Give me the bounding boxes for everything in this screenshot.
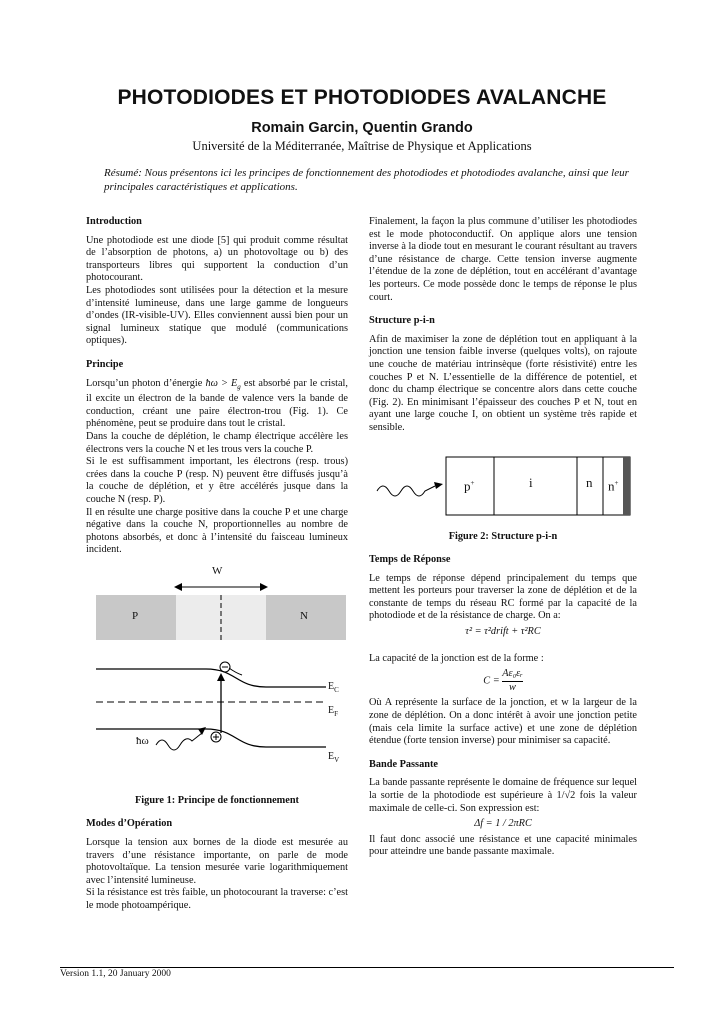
photoconductive-paragraph: Finalement, la façon la plus commune d’utiliser les photodiodes est le mode photoconductif. On applique alors une tension inverse à la diode tout en mesurant le courant résultant au travers d’une résistance de charge. Cette tension inverse augmente l’étendue de la zone de déplétion, tout en accélérant d’avantage les porteurs. Ce mode possède donc le temps de réponse le plus court. xyxy=(369,216,637,303)
response-time-equation: τ² = τ²drift + τ²RC xyxy=(465,626,541,638)
bandwidth-conclusion: Il faut donc associé une résistance et une capacité minimales pour atteindre une bande passante maximale. xyxy=(369,833,637,858)
modes-paragraph-1: Lorsque la tension aux bornes de la diode est mesurée au travers d’une résistance importante, on parle de mode photovoltaïque. La tension mesurée varie logarithmiquement avec l’intensité lumineuse. xyxy=(86,837,348,886)
section-heading-temps: Temps de Réponse xyxy=(369,554,451,566)
footer-version: Version 1.1, 20 January 2000 xyxy=(60,969,171,979)
figure-2-caption: Figure 2: Structure p-i-n xyxy=(448,530,558,542)
principe-paragraph-2: Dans la couche de déplétion, le champ électrique accélère les électrons vers la couche N et les trous vers la couche P. xyxy=(86,430,348,455)
bandwidth-paragraph: La bande passante représente le domaine de fréquence sur lequel la sortie de la photodiode est supérieure à 1/√2 fois la valeur maximale de celle-ci. Son expression est: xyxy=(369,777,637,814)
principe-text-a: Lorsqu’un photon d’énergie xyxy=(86,377,203,389)
section-heading-principe: Principe xyxy=(86,358,124,370)
temps-paragraph: Le temps de réponse dépend principalement du temps que mettent les porteurs pour traverser la zone de déplétion et de la constante de temps du réseau RC formé par la capacité de la photodiode et de la résistance de charge. On a: xyxy=(369,572,637,622)
paper-authors: Romain Garcin, Quentin Grando xyxy=(251,120,473,136)
fig1-photon-label: ħω xyxy=(136,734,149,747)
principe-text-c: est absorbé par le cristal, il excite un électron de la bande de valence vers la bande de conduction, créant une paire électron-trou (Fig. 1). Ce phénomène, peut se produire dans tout le cristal. xyxy=(86,377,348,430)
fig2-n-label: n xyxy=(586,474,593,490)
energy-condition: ħω > E xyxy=(205,377,238,389)
fig2-n-plus-label: n+ xyxy=(608,477,619,493)
capacity-paragraph: La capacité de la jonction est de la forme : xyxy=(369,652,544,664)
fig1-n-label: N xyxy=(300,609,308,622)
fig1-ec-label: $E_C$ xyxy=(328,680,339,694)
bandwidth-equation: Δf = 1 / 2πRC xyxy=(474,818,532,830)
paper-abstract: Résumé: Nous présentons ici les principes de fonctionnement des photodiodes et photodiodes avalanche, ainsi que leur principales caractéristiques et applications. xyxy=(104,167,629,193)
fig2-i-label: i xyxy=(529,474,533,490)
capacity-numerator: Aε₀εᵣ xyxy=(502,668,523,682)
fig1-ef-label: $E_F$ xyxy=(328,704,339,718)
left-column xyxy=(86,216,348,913)
principe-paragraph-3: Si le est suffisamment important, les électrons (resp. trous) crées dans la couche P (resp. N) peuvent être diffusés jusqu’à la couche de déplétion, et y être accélérés jusque dans la couche N (resp. P). xyxy=(86,456,348,505)
figure-2-diagram xyxy=(369,449,637,531)
paper-title: PHOTODIODES ET PHOTODIODES AVALANCHE xyxy=(117,86,607,109)
section-heading-bande: Bande Passante xyxy=(369,758,438,770)
right-column xyxy=(369,216,637,859)
fig1-ev-label: $E_V$ xyxy=(328,750,340,764)
figure-2 xyxy=(369,449,637,531)
figure-1 xyxy=(86,565,348,795)
section-heading-modes: Modes d’Opération xyxy=(86,818,173,830)
footer-divider xyxy=(60,967,674,968)
figure-1-caption: Figure 1: Principe de fonctionnement xyxy=(135,794,299,806)
capacity-denominator: w xyxy=(509,681,516,693)
section-heading-structure: Structure p-i-n xyxy=(369,315,435,327)
fig1-w-label: W xyxy=(212,564,223,577)
structure-paragraph: Afin de maximiser la zone de déplétion tout en appliquant à la jonction une tension faible inverse (quelques volts), on rajoute une couche de matériau intrinsèque (forte résistivité) entre les couches P et N. L’essentielle de la différence de potentiel, et donc du champ électrique se concentre alors dans cette couche (Fig. 2). En minimisant l’épaisseur des couches P et N, tout en ayant une large couche I, on obtient un système très rapide et sensible. xyxy=(369,333,637,433)
paper-affiliation: Université de la Méditerranée, Maîtrise de Physique et Applications xyxy=(192,139,532,153)
fig2-p-label: p+ xyxy=(464,477,475,493)
modes-paragraph-2: Si la résistance est très faible, un photocourant la traverse: c’est le mode photoampérique. xyxy=(86,887,348,912)
capacity-explanation: Où A représente la surface de la jonction, et w la largeur de la zone de déplétion. On a donc intérêt à avoir une jonction petite (mais cela limite la surface active) et une zone de déplétion étendue (forte tension inverse) pour minimiser sa capacité. xyxy=(369,697,637,747)
intro-paragraph-2: Les photodiodes sont utilisées pour la détection et la mesure d’intensité lumineuse, dans une large gamme de longueurs d’ondes (IR-visible-UV). Elles conviennent aussi bien pour un signal lumineux statique que modulé (communications optiques). xyxy=(86,284,348,347)
intro-paragraph-1: Une photodiode est une diode [5] qui produit comme résultat de l’absorption de photons, a) un photovoltage ou b) des transporteurs libres qui supportent la conduction d’un photocourant. xyxy=(86,234,348,284)
fig1-p-label: P xyxy=(132,609,139,622)
section-heading-introduction: Introduction xyxy=(86,216,142,227)
principe-paragraph-4: Il en résulte une charge positive dans la couche P et une charge négative dans la couche N, proportionnelles au nombre de photons absorbés, et donc à l’intensité du faisceau lumineux incident. xyxy=(86,506,348,556)
capacity-equation: C = $\frac{\text{Aε₀εᵣ}}{w}$ xyxy=(483,668,523,693)
principe-paragraph-1: Lorsqu’un photon d’énergie ħω > $E_g$ est absorbé par le cristal, il excite un électron de la bande de valence vers la bande de conduction, créant une paire électron-trou (Fig. 1). Ce phénomène, peut se produire dans tout le cristal. xyxy=(86,377,348,430)
figure-1-diagram xyxy=(86,565,348,795)
